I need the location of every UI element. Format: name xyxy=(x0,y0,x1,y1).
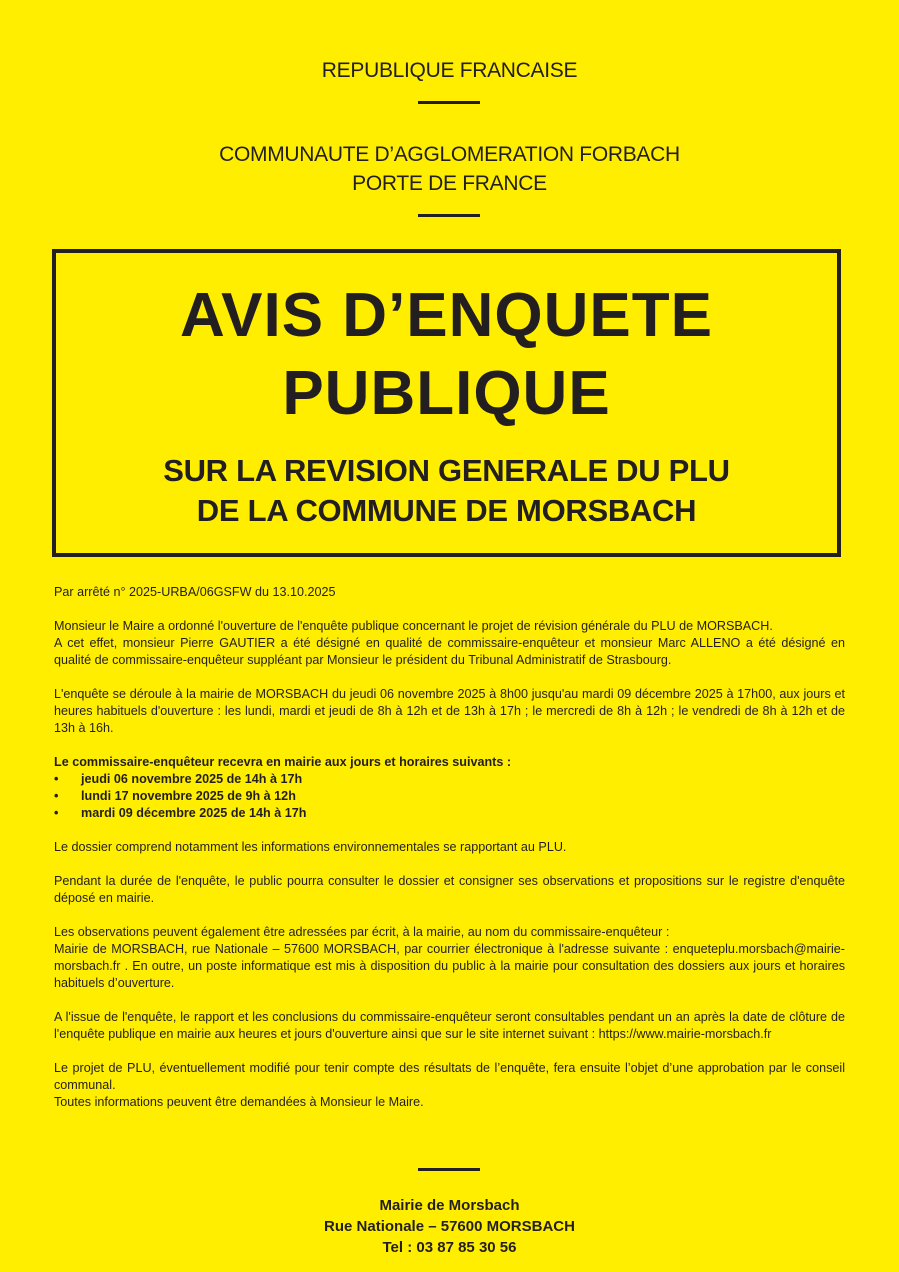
footer-phone: Tel : 03 87 85 30 56 xyxy=(382,1239,517,1256)
arrete-reference: Par arrêté n° 2025-URBA/06GSFW du 13.10.2025 xyxy=(54,585,336,599)
list-item xyxy=(54,788,845,805)
communaute-line-1: COMMUNAUTE D’AGGLOMERATION FORBACH xyxy=(219,143,680,166)
title-line-2: PUBLIQUE xyxy=(282,359,611,428)
notice-body xyxy=(54,584,845,1128)
communaute-line-2: PORTE DE FRANCE xyxy=(352,172,547,195)
permanences-title: Le commissaire-enquêteur recevra en mairie aux jours et horaires suivants : xyxy=(54,755,512,769)
permanence-date: jeudi 06 novembre 2025 de 14h à 17h xyxy=(81,772,303,786)
bullet-icon: • xyxy=(54,789,59,803)
divider xyxy=(418,214,480,217)
paragraph-infos: Toutes informations peuvent être demandées à Monsieur le Maire. xyxy=(54,1095,424,1109)
permanence-date: mardi 09 décembre 2025 de 14h à 17h xyxy=(81,806,307,820)
permanences-list xyxy=(54,771,845,822)
permanence-date: lundi 17 novembre 2025 de 9h à 12h xyxy=(81,789,296,803)
subtitle-line-1: SUR LA REVISION GENERALE DU PLU xyxy=(163,453,730,488)
communaute-heading xyxy=(0,140,899,198)
divider xyxy=(418,1168,480,1171)
republique-heading xyxy=(0,56,899,85)
page-subtitle xyxy=(56,451,837,531)
paragraph-issue: A l'issue de l'enquête, le rapport et les conclusions du commissaire-enquêteur seront consultables pendant un an après la date de clôture de l'enquête publique en mairie aux heures et jours d'ouverture ainsi que sur le site internet suivant : https://www.mairie-morsbach.fr xyxy=(54,1010,845,1041)
paragraph-observations-1: Les observations peuvent également être adressées par écrit, à la mairie, au nom du commissaire-enquêteur : xyxy=(54,925,670,939)
paragraph-pendant: Pendant la durée de l'enquête, le public pourra consulter le dossier et consigner ses observations et propositions sur le registre d'enquête déposé en mairie. xyxy=(54,874,845,905)
footer-mairie: Mairie de Morsbach xyxy=(379,1197,520,1214)
list-item xyxy=(54,771,845,788)
footer-address: Rue Nationale – 57600 MORSBACH xyxy=(324,1218,575,1235)
title-line-1: AVIS D’ENQUETE xyxy=(179,281,714,350)
footer-contact xyxy=(0,1195,899,1258)
paragraph-projet: Le projet de PLU, éventuellement modifié pour tenir compte des résultats de l’enquête, fera ensuite l’objet d’une approbation par le conseil communal. xyxy=(54,1061,845,1092)
paragraph-observations-2: Mairie de MORSBACH, rue Nationale – 57600 MORSBACH, par courrier électronique à l'adresse suivante : enqueteplu.morsbach@mairie-morsbach.fr . En outre, un poste informatique est mis à disposition du public à la mairie pour consultation des dossiers aux jours et horaires habituels d’ouverture. xyxy=(54,942,845,990)
title-box xyxy=(52,249,841,557)
bullet-icon: • xyxy=(54,806,59,820)
paragraph-dossier: Le dossier comprend notamment les informations environnementales se rapportant au PLU. xyxy=(54,840,567,854)
divider xyxy=(418,101,480,104)
paragraph-deroulement: L'enquête se déroule à la mairie de MORSBACH du jeudi 06 novembre 2025 à 8h00 jusqu'au mardi 09 décembre 2025 à 17h00, aux jours et heures habituels d'ouverture : les lundi, mardi et jeudi de 8h à 12h et de 13h à 17h ; le mercredi de 8h à 12h ; le vendredi de 8h à 12h et de 13h à 16h. xyxy=(54,687,845,735)
paragraph-ordonne-1: Monsieur le Maire a ordonné l'ouverture de l'enquête publique concernant le projet de révision générale du PLU de MORSBACH. xyxy=(54,619,773,633)
list-item xyxy=(54,805,845,822)
paragraph-ordonne-2: A cet effet, monsieur Pierre GAUTIER a été désigné en qualité de commissaire-enquêteur et monsieur Marc ALLENO a été désigné en qualité de commissaire-enquêteur suppléant par Monsieur le président du Tribunal Administratif de Strasbourg. xyxy=(54,636,845,667)
bullet-icon: • xyxy=(54,772,59,786)
page-title xyxy=(56,277,837,433)
republique-text: REPUBLIQUE FRANCAISE xyxy=(321,59,578,82)
subtitle-line-2: DE LA COMMUNE DE MORSBACH xyxy=(196,493,697,528)
